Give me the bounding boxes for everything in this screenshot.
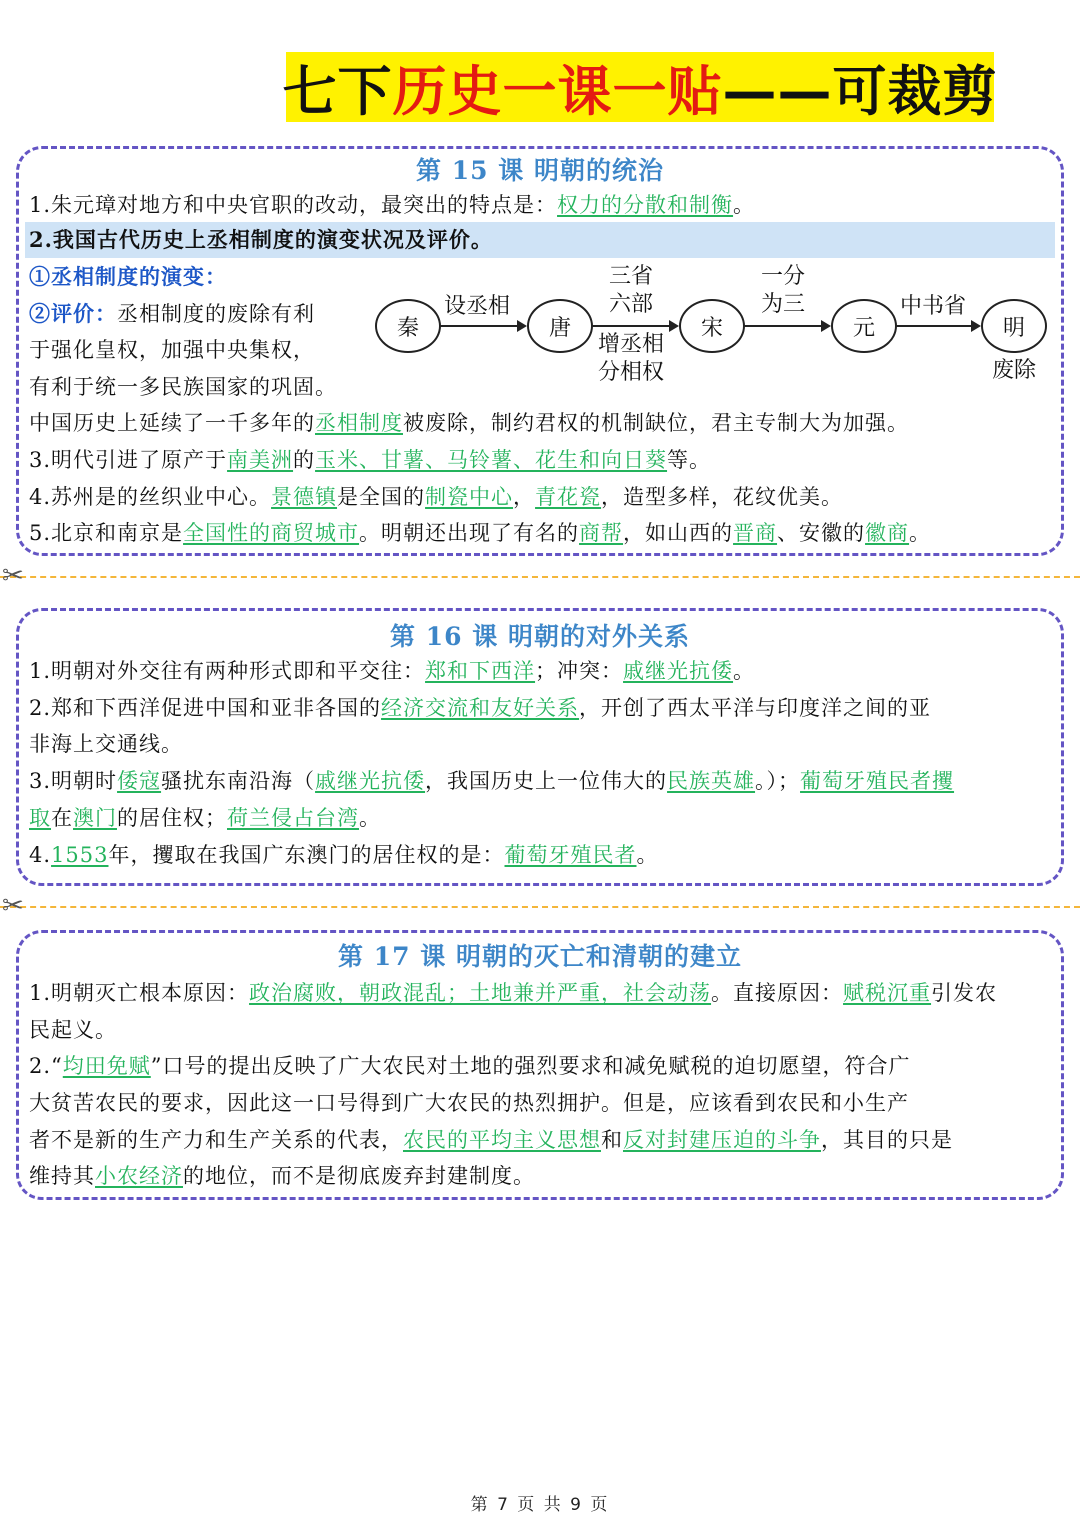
scissors-icon: ✂ (2, 891, 24, 921)
lesson-16-item-2-cont: 非海上交通线。 (29, 732, 183, 756)
flow-arrow-4 (895, 325, 979, 327)
answer-text: 全国性的商贸城市 (183, 521, 360, 545)
lesson-15-history-line: 中国历史上延续了一千多年的丞相制度被废除，制约君权的机制缺位，君主专制大为加强。 (29, 411, 909, 435)
title-part-2: 历史一课一贴 (392, 59, 723, 123)
flow-node-yuan: 元 (831, 299, 897, 353)
answer-text: 南美洲 (227, 448, 294, 472)
lesson-17-item-2-line-4: 维持其小农经济的地位，而不是彻底废弃封建制度。 (29, 1164, 535, 1188)
lesson-16-item-2: 2.郑和下西洋促进中国和亚非各国的经济交流和友好关系，开创了西太平洋与印度洋之间的亚 (29, 696, 932, 720)
flow-label-2-bottom-1: 增丞相 (597, 332, 664, 357)
lesson-17-card (16, 930, 1064, 1200)
answer-text: 荷兰侵占台湾 (227, 806, 359, 830)
lesson-17-item-1-cont: 民起义。 (29, 1018, 117, 1042)
lesson-17-item-1: 1.明朝灭亡根本原因：政治腐败，朝政混乱；土地兼并严重，社会动荡。直接原因：赋税沉重引发农 (29, 981, 998, 1005)
lesson-16-item-1: 1.明朝对外交往有两种形式即和平交往：郑和下西洋；冲突：戚继光抗倭。 (29, 659, 756, 683)
evolution-heading: ①丞相制度的演变： (29, 264, 227, 289)
answer-text: 民族英雄 (667, 769, 756, 793)
flow-node-song: 宋 (679, 299, 745, 353)
lesson-15-title: 第 15 课 明朝的统治 (416, 156, 664, 185)
answer-text: 小农经济 (95, 1164, 183, 1188)
answer-text: 景德镇 (271, 485, 338, 509)
lesson-16-title: 第 16 课 明朝的对外关系 (390, 622, 690, 651)
answer-text: 赋税沉重 (843, 981, 932, 1005)
scissors-icon: ✂ (2, 561, 24, 591)
lesson-16-item-4: 4.1553年，攫取在我国广东澳门的居住权的是：葡萄牙殖民者。 (29, 843, 659, 867)
answer-text: 晋商 (733, 521, 778, 545)
flow-arrow-1 (439, 325, 525, 327)
page-number: 第 7 页 共 9 页 (470, 1495, 610, 1515)
flow-node-ming: 明 (981, 299, 1047, 353)
answer-text: 1553 (51, 843, 109, 867)
lesson-17-item-2: 2.“均田免赋”口号的提出反映了广大农民对土地的强烈要求和减免赋税的迫切愿望，符合广 (29, 1054, 911, 1078)
flow-end-label: 废除 (991, 358, 1036, 383)
lesson-16-card (16, 608, 1064, 886)
cut-line-1 (0, 576, 1080, 578)
flow-node-tang: 唐 (527, 299, 593, 353)
evaluation-line-2: 于强化皇权，加强中央集权， (29, 338, 315, 362)
flow-label-3-line-1: 一分 (760, 264, 805, 289)
flow-label-2-top-2: 六部 (608, 292, 653, 317)
lesson-15-item-2-heading: 2.我国古代历史上丞相制度的演变状况及评价。 (25, 222, 1055, 258)
answer-text: 农民的平均主义思想 (403, 1128, 601, 1152)
lesson-16-item-3: 3.明朝时倭寇骚扰东南沿海（戚继光抗倭，我国历史上一位伟大的民族英雄。）；葡萄牙殖民者攫 (29, 769, 955, 793)
lesson-15-item-4: 4.苏州是的丝织业中心。景德镇是全国的制瓷中心，青花瓷，造型多样，花纹优美。 (29, 485, 844, 509)
lesson-15-item-1: 1.朱元璋对地方和中央官职的改动，最突出的特点是：权力的分散和制衡。 (29, 193, 756, 217)
flow-label-2-top-1: 三省 (608, 264, 653, 289)
answer-text: 制瓷中心 (425, 485, 514, 509)
answer-text: 澳门 (73, 806, 117, 830)
answer-text: 政治腐败，朝政混乱；土地兼并严重，社会动荡 (249, 981, 712, 1005)
answer-text: 葡萄牙殖民者攫 (800, 769, 955, 793)
evaluation-line-3: 有利于统一多民族国家的巩固。 (29, 375, 337, 399)
flow-label-1: 设丞相 (443, 294, 510, 319)
lesson-17-item-2-line-2: 大贫苦农民的要求，因此这一口号得到广大农民的热烈拥护。但是，应该看到农民和小生产 (29, 1091, 909, 1115)
lesson-17-item-2-line-3: 者不是新的生产力和生产关系的代表，农民的平均主义思想和反对封建压迫的斗争，其目的只是 (29, 1128, 953, 1152)
title-part-3: ——可裁剪 (722, 59, 998, 123)
lesson-15-item-3: 3.明代引进了原产于南美洲的玉米、甘薯、马铃薯、花生和向日葵等。 (29, 448, 712, 472)
lesson-16-item-3-cont: 取在澳门的居住权；荷兰侵占台湾。 (29, 806, 381, 830)
flow-node-qin: 秦 (375, 299, 441, 353)
answer-text: 均田免赋 (62, 1054, 151, 1078)
answer-text: 戚继光抗倭 (623, 659, 734, 683)
evaluation-label: ②评价： (29, 301, 117, 326)
answer-text: 戚继光抗倭 (315, 769, 426, 793)
evaluation-line-1: ②评价：丞相制度的废除有利 (29, 301, 315, 326)
answer-text: 经济交流和友好关系 (381, 696, 580, 720)
flow-label-4: 中书省 (899, 294, 966, 319)
lesson-15-item-5: 5.北京和南京是全国性的商贸城市。明朝还出现了有名的商帮，如山西的晋商、安徽的徽商。 (29, 521, 932, 545)
answer-text: 玉米、甘薯、马铃薯、花生和向日葵 (315, 448, 668, 472)
flow-arrow-2 (591, 325, 677, 327)
answer-text: 倭寇 (117, 769, 162, 793)
page-title (282, 52, 998, 123)
answer-text: 取 (29, 806, 51, 830)
title-part-1: 七下 (282, 59, 393, 123)
flow-arrow-3 (743, 325, 829, 327)
answer-text: 反对封建压迫的斗争 (623, 1128, 821, 1152)
answer-text: 青花瓷 (535, 485, 602, 509)
chancellor-evolution-flow (19, 149, 1067, 399)
answer-text: 权力的分散和制衡 (557, 193, 734, 217)
flow-label-2-bottom-2: 分相权 (597, 360, 664, 385)
flow-label-3-line-2: 为三 (760, 292, 805, 317)
answer-text: 商帮 (579, 521, 624, 545)
answer-text: 丞相制度 (315, 411, 403, 435)
answer-text: 徽商 (865, 521, 910, 545)
answer-text: 郑和下西洋 (425, 659, 536, 683)
lesson-15-card (16, 146, 1064, 556)
cut-line-2 (0, 906, 1080, 908)
answer-text: 葡萄牙殖民者 (504, 843, 637, 867)
lesson-17-title: 第 17 课 明朝的灭亡和清朝的建立 (338, 942, 742, 971)
